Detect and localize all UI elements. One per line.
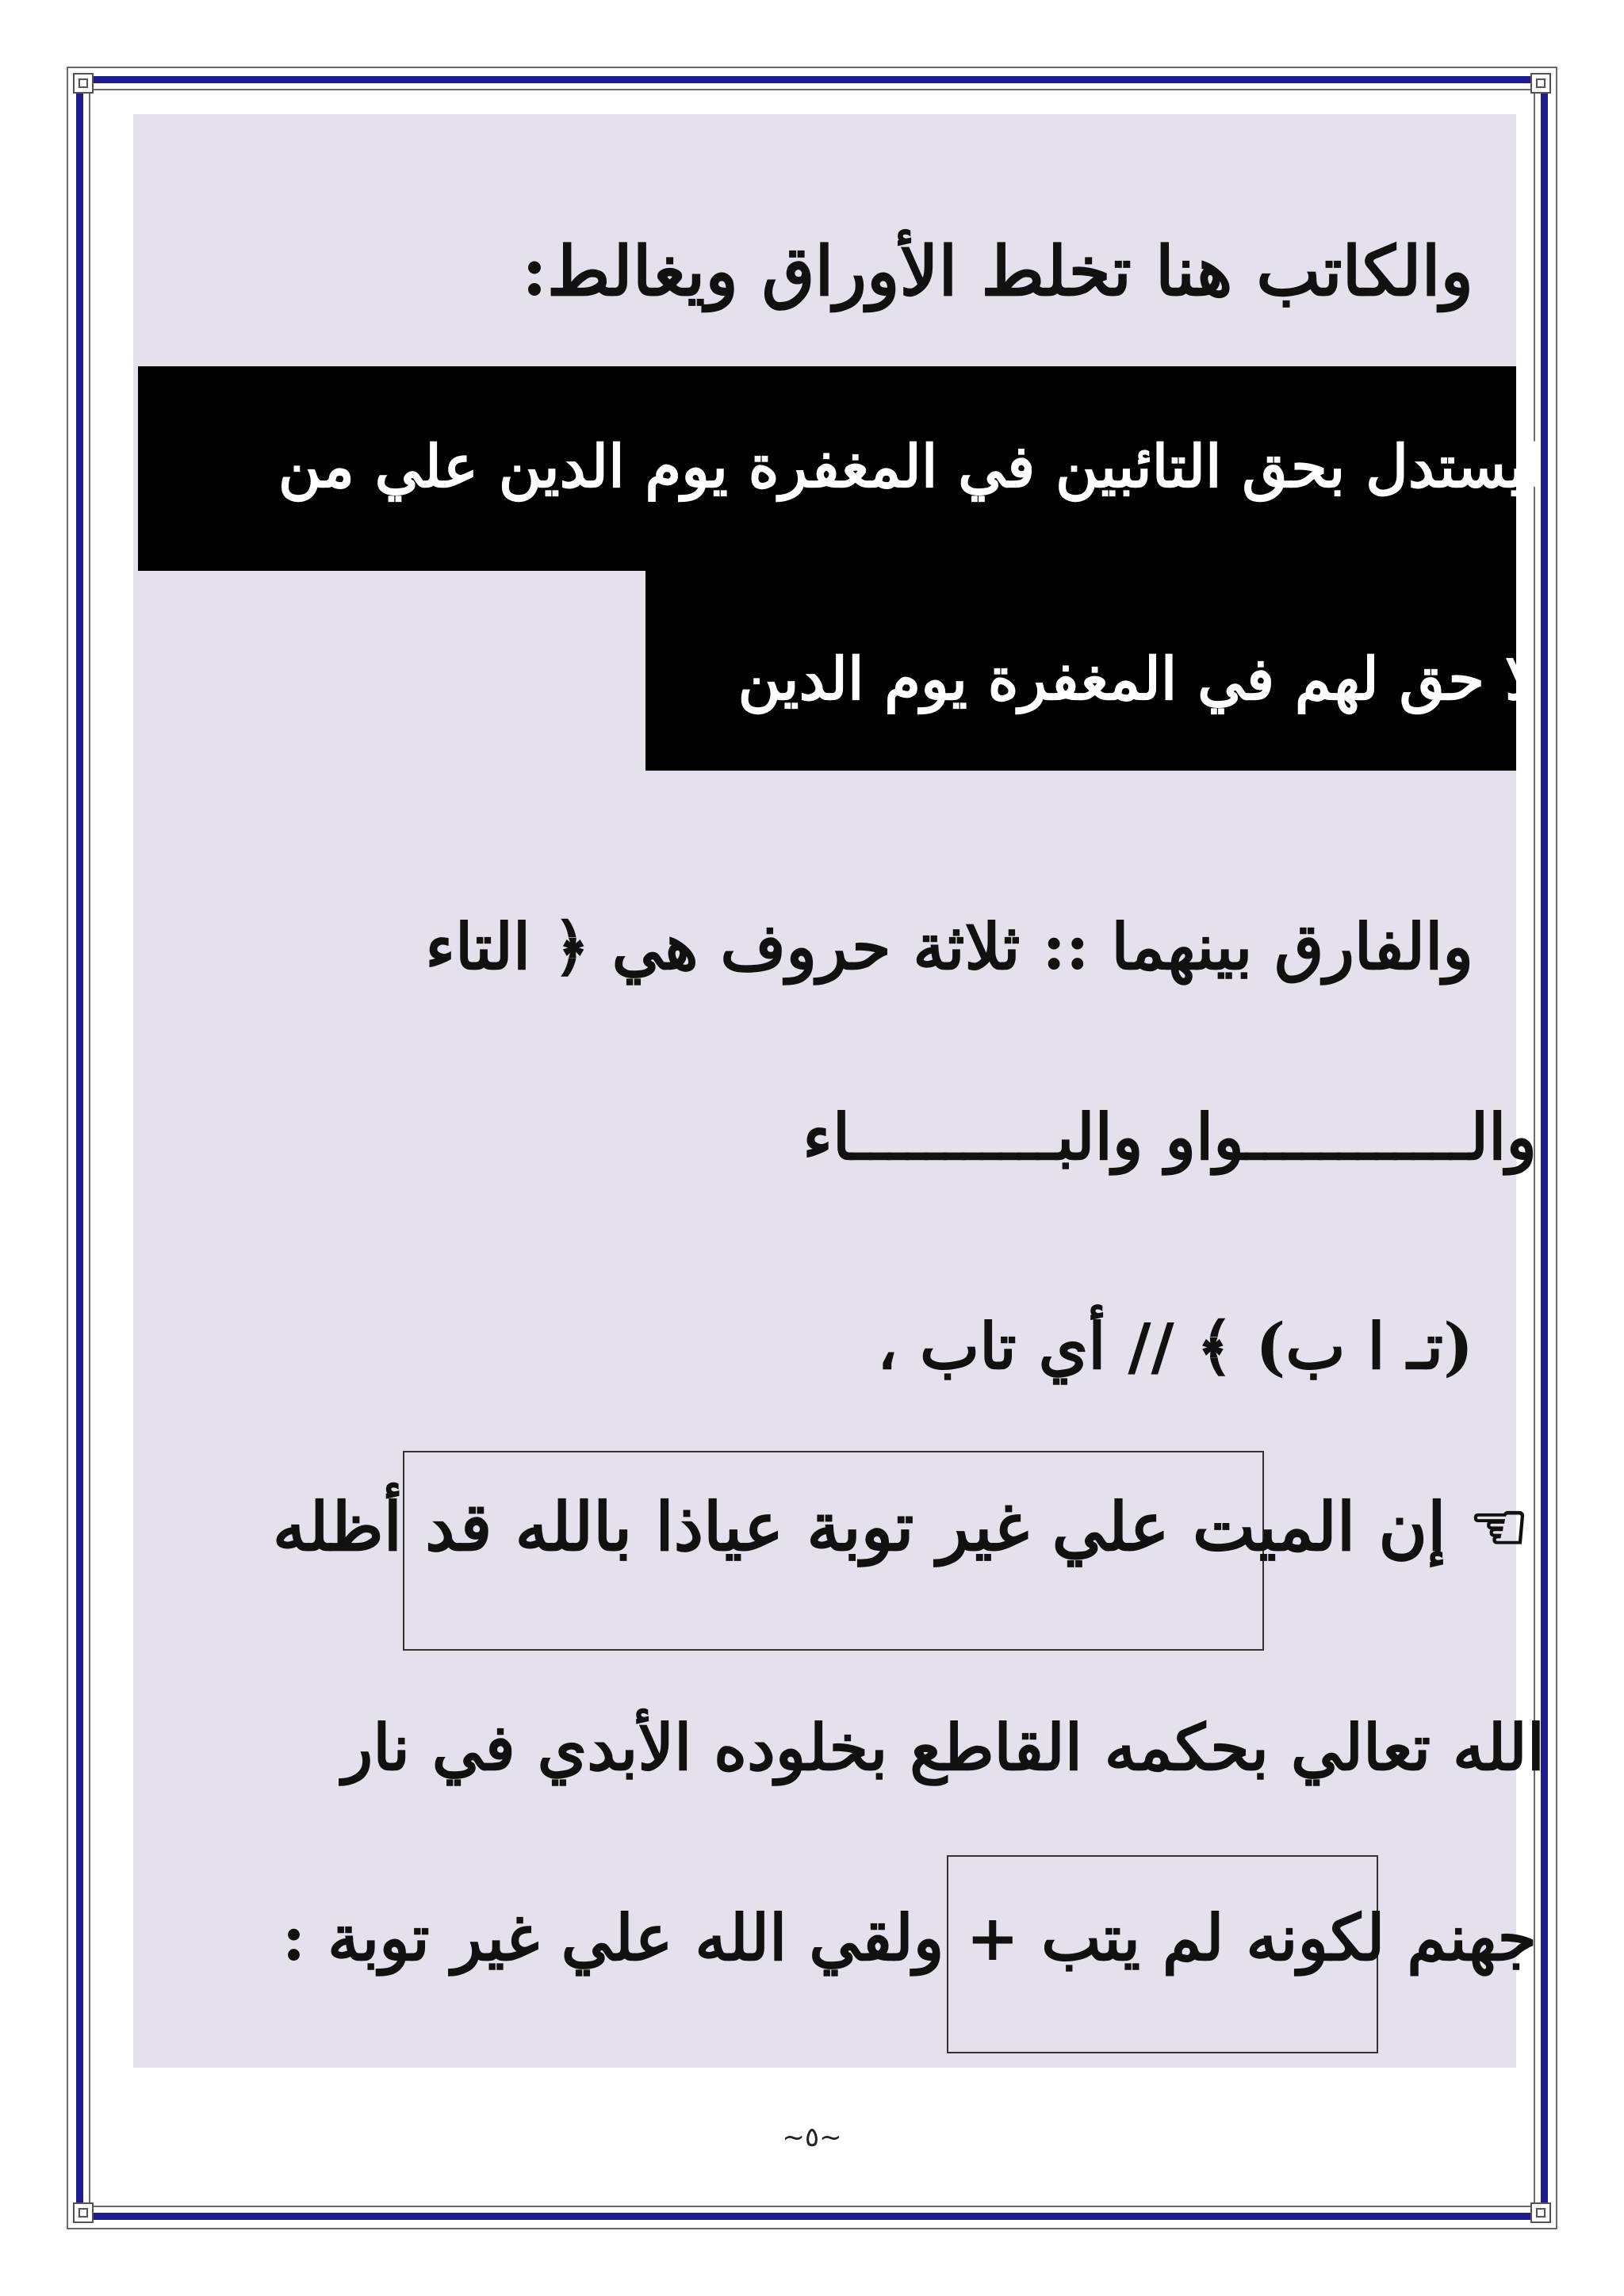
frame-corner-ornament — [73, 2202, 94, 2223]
text-line-7: ☜ إن الميت علي غير توبة عياذا بالله قد أظله — [272, 1487, 1529, 1566]
text-line-9: جهنم لكونه لم يتب + ولقي الله علي غير توبة : — [282, 1900, 1537, 1975]
frame-corner-ornament — [73, 73, 94, 94]
frame-corner-ornament — [1530, 2202, 1551, 2223]
text-line-1: والكاتب هنا تخلط الأوراق ويغالط: — [522, 232, 1473, 312]
text-line-8: الله تعالي بحكمه القاطع بخلوده الأبدي في نار — [342, 1710, 1545, 1785]
text-line-4: والفارق بينهما :: ثلاثة حروف هي ﴿ التاء — [425, 909, 1473, 984]
text-line-6: (تـ ا ب) ﴾ // أي تاب ، — [877, 1309, 1473, 1383]
frame-corner-ornament — [1530, 73, 1551, 94]
page-number: ~٥~ — [782, 2122, 842, 2153]
highlighted-line-1: ليستدل بحق التائبين في المغفرة يوم الدين علي من — [278, 433, 1545, 501]
highlighted-line-2: لا حق لهم في المغفرة يوم الدين — [737, 645, 1538, 714]
text-line-5: والــــــــــــواو والبـــــــــــاء — [802, 1100, 1537, 1174]
